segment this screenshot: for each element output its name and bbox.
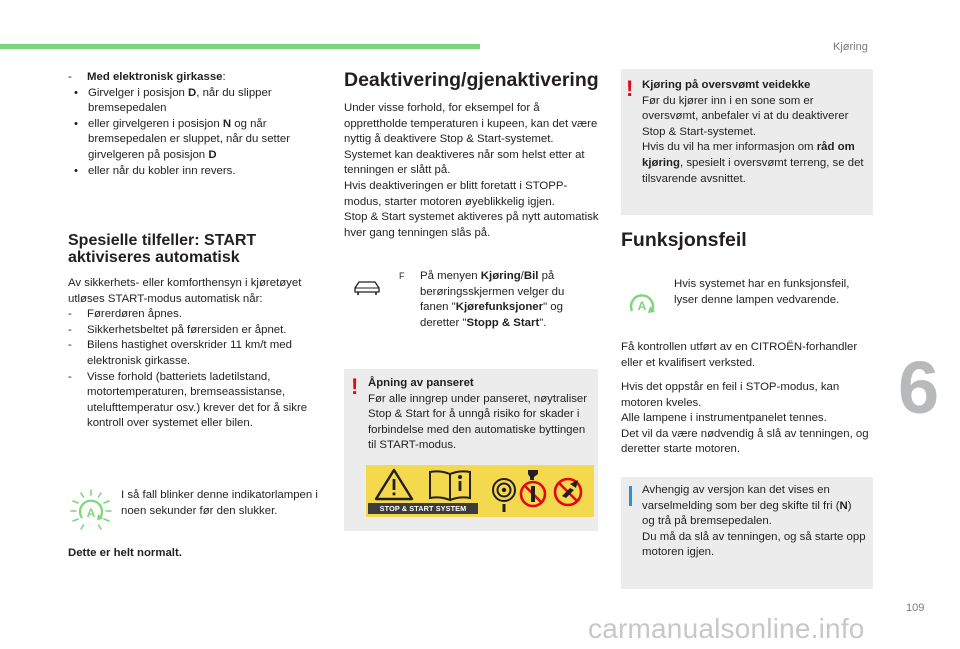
menu-instruction: F På menyen Kjøring/Bil på berøringsskjermen velger du fanen "Kjørefunksjoner" og deretter "Stopp & Start". — [399, 270, 565, 329]
info-text: Avhengig av versjon kan det vises en varselmelding som ber deg skifte til fri (N) og trå på bremsepedalen. Du må da slå av tenningen, og så starte opp motoren igjen. — [642, 484, 866, 559]
flooded-warning-text-2: Hvis du vil ha mer informasjon om råd om kjøring, spesielt i oversvømt terreng, se det tilsvarende avsnittet. — [642, 141, 864, 185]
deactivation-heading: Deaktivering/gjenaktivering — [344, 69, 599, 91]
info-icon — [629, 486, 632, 506]
flooded-warning-title: Kjøring på oversvømt veidekke — [642, 79, 811, 91]
list-item: • eller når du kobler inn revers. — [68, 164, 324, 180]
list-item: - Visse forhold (batteriets ladetilstand, motortemperaturen, bremseassistanse, utelufttemperatur osv.) krever det for å sikre kontroll over systemet eller bilen. — [68, 370, 324, 432]
bonnet-warning-text: Før alle inngrep under panseret, nøytraliser Stop & Start for å unngå risiko for skader i forbindelse med den automatiske byttingen til START-modus. — [368, 392, 588, 452]
gearbox-bullets — [68, 86, 324, 180]
blinking-lamp-text: I så fall blinker denne indikatorlampen i noen sekunder før den slukker. — [121, 489, 318, 517]
flooded-road-warning-box — [621, 69, 873, 215]
svg-text:A: A — [86, 506, 96, 520]
special-cases-list — [68, 307, 324, 432]
section-title: Kjøring — [833, 41, 868, 53]
warning-icon: ! — [626, 76, 634, 101]
intro-label: Med elektronisk girkasse — [87, 71, 223, 83]
svg-text:A: A — [637, 299, 647, 313]
fault-lamp-text: Hvis systemet har en funksjonsfeil, lyser denne lampen vedvarende. — [674, 278, 850, 306]
normal-note: Dette er helt normalt. — [68, 547, 182, 559]
watermark: carmanualsonline.info — [588, 613, 865, 644]
flooded-warning-text-1: Før du kjører inn i en sone som er oversvømt, anbefaler vi at du deaktiverer Stop & Start-systemet. — [642, 94, 849, 138]
warning-icon: ! — [351, 374, 359, 399]
stop-start-under-bonnet-label — [366, 465, 594, 517]
malfunction-heading: Funksjonsfeil — [621, 229, 747, 251]
malfunction-para-2: Hvis det oppstår en feil i STOP-modus, kan motoren kveles. Alle lampene i instrumentpanelet tennes. Det vil da være nødvendig å slå av tenningen, og deretter starte motoren. — [621, 381, 869, 456]
stop-start-system-label: STOP & START SYSTEM — [368, 503, 478, 514]
list-item: • eller girvelgeren i posisjon N og når bremsepedalen er sluppet, når du setter girvelgeren på posisjon D — [68, 117, 324, 164]
header-accent-bar — [0, 44, 480, 49]
blinking-stop-start-lamp-icon — [70, 488, 112, 530]
stop-start-fault-lamp-icon — [626, 289, 658, 317]
special-cases-body — [68, 276, 324, 432]
step-marker: F — [399, 271, 405, 281]
list-item: - Bilens hastighet overskrider 11 km/t med elektronisk girkasse. — [68, 338, 324, 369]
deactivation-body: Under visse forhold, for eksempel for å opprettholde temperaturen i kupeen, kan det være nyttig å deaktivere Stop & Start-systemet. Systemet kan deaktiveres når som helst etter at tenningen er slått på. Hvis deaktiveringen er blitt foretatt i STOPP-modus, starter motoren øyeblikkelig igjen. Stop & Start systemet aktiveres på nytt automatisk hver gang tenningen slås på. — [344, 102, 599, 239]
intro-line: - Med elektronisk girkasse: — [68, 71, 226, 83]
info-box — [621, 477, 873, 589]
car-icon — [352, 276, 382, 300]
intro-colon: : — [222, 71, 226, 83]
gearbox-conditions — [68, 70, 324, 179]
page-number: 109 — [906, 602, 925, 614]
special-cases-heading: Spesielle tilfeller: START aktiviseres automatisk — [68, 232, 257, 266]
special-cases-intro: Av sikkerhets- eller komforthensyn i kjøretøyet utløses START-modus automatisk når: — [68, 277, 302, 305]
malfunction-para-1: Få kontrollen utført av en CITROËN-forhandler eller et kvalifisert verksted. — [621, 341, 858, 369]
list-item: • Girvelger i posisjon D, når du slipper bremsepedalen — [68, 86, 324, 117]
bonnet-warning-title: Åpning av panseret — [368, 377, 474, 389]
list-item: - Sikkerhetsbeltet på førersiden er åpnet. — [68, 323, 324, 339]
list-item: - Førerdøren åpnes. — [68, 307, 324, 323]
chapter-number: 6 — [898, 346, 940, 429]
